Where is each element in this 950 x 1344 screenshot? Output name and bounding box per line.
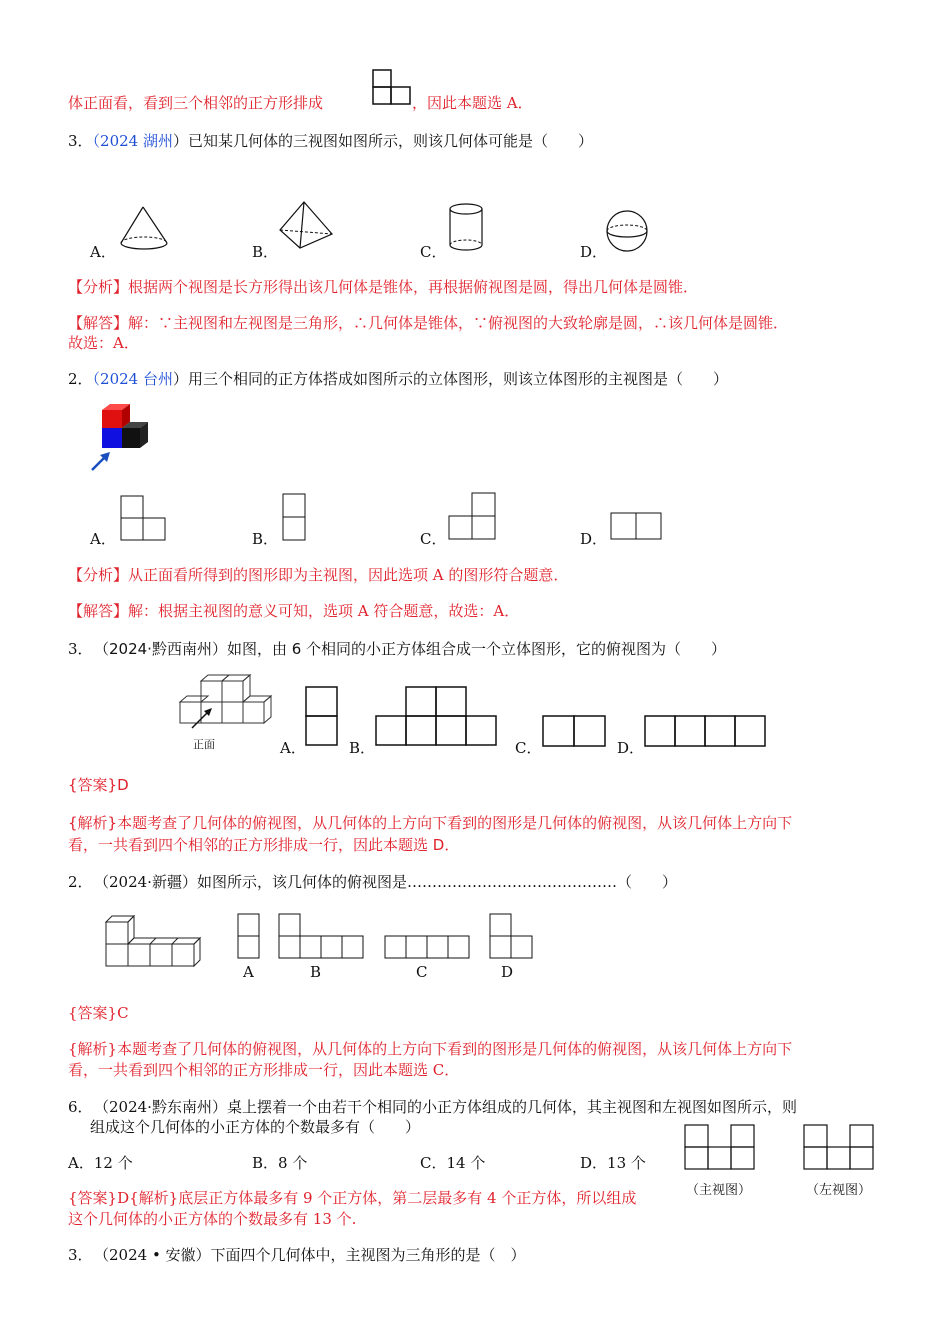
question-number: 3． — [68, 1246, 93, 1264]
top-view-option-d — [489, 913, 537, 961]
choice-huzhou: 故选：A． — [68, 334, 139, 352]
left-view-figure — [803, 1124, 875, 1172]
cylinder-figure — [448, 202, 488, 254]
front-view-option-d — [610, 512, 664, 542]
question-source: （2024 湖州 — [92, 132, 173, 150]
question-number: 2． — [68, 370, 93, 388]
option-d-label: D． — [617, 739, 645, 757]
intro-text-b: ，因此本题选 A． — [412, 94, 533, 112]
solution-huzhou: 【解答】解：∵主视图和左视图是三角形，∴几何体是锥体，∵俯视图的大致轮廓是圆，∴该几何体是圆锥． — [68, 314, 789, 332]
top-view-option-a — [237, 913, 263, 961]
solution-taizhou: 【解答】解：根据主视图的意义可知，选项 A 符合题意，故选：A． — [68, 602, 520, 620]
question-stem-qiandongnan-1: （2024·黔东南州）桌上摆着一个由若干个相同的小正方体组成的几何体，其主视图和左视图如图所示，则 — [94, 1098, 797, 1116]
colored-cubes-figure — [88, 400, 152, 474]
option-d-label: D — [501, 963, 514, 981]
top-view-option-b — [278, 913, 368, 961]
front-view-option-a — [120, 495, 168, 543]
option-c-label: C． — [420, 530, 447, 548]
question-stem-qiandongnan-2: 组成这个几何体的小正方体的个数最多有（ ） — [90, 1118, 421, 1136]
question-number: 3． — [68, 640, 93, 658]
main-view-caption: （主视图） — [686, 1183, 752, 1198]
explain-xinjiang-2: 看，一共看到四个相邻的正方形排成一行，因此本题选 C． — [68, 1061, 460, 1079]
answer-qianxinan: {答案}D — [68, 776, 129, 794]
question-taizhou — [68, 368, 728, 389]
answer-xinjiang: {答案}C — [68, 1004, 129, 1022]
question-stem: ）用三个相同的正方体搭成如图所示的立体图形，则该立体图形的主视图是（ ） — [173, 370, 729, 388]
top-view-option-d — [644, 715, 770, 749]
question-source: （2024 台州 — [92, 370, 173, 388]
option-c-label: C． — [420, 243, 447, 261]
option-c: C．14 个 — [420, 1154, 486, 1172]
question-stem-xinjiang: （2024·新疆）如图所示，该几何体的俯视图是……………………………………（ ） — [94, 873, 677, 891]
question-stem-anhui: （2024 • 安徽）下面四个几何体中，主视图为三角形的是（ ） — [94, 1246, 526, 1264]
option-d: D．13 个 — [580, 1154, 646, 1172]
front-view-option-c — [448, 492, 498, 542]
intro-text-a: 体正面看，看到三个相邻的正方形排成 — [68, 94, 324, 112]
pyramid-figure — [278, 200, 336, 252]
top-view-option-b — [375, 686, 501, 748]
explain-xinjiang-1: {解析}本题考查了几何体的俯视图，从几何体的上方向下看到的图形是几何体的俯视图，从该几何体上方向下 — [68, 1040, 793, 1058]
option-c-label: C． — [515, 739, 542, 757]
option-b: B．8 个 — [252, 1154, 308, 1172]
question-number: 2． — [68, 873, 93, 891]
front-view-option-b — [282, 493, 308, 543]
option-b-label: B． — [252, 530, 279, 548]
option-b-label: B． — [349, 739, 376, 757]
left-view-caption: （左视图） — [806, 1183, 872, 1198]
option-a: A．12 个 — [68, 1154, 133, 1172]
option-a-label: A — [243, 963, 254, 981]
question-stem: ）已知某几何体的三视图如图所示，则该几何体可能是（ ） — [173, 132, 594, 150]
analysis-taizhou: 【分析】从正面看所得到的图形即为主视图，因此选项 A 的图形符合题意． — [68, 566, 569, 584]
option-b-label: B． — [252, 243, 279, 261]
option-a-label: A． — [90, 243, 116, 261]
question-number: 6． — [68, 1098, 93, 1116]
top-view-option-a — [305, 686, 341, 748]
question-huzhou — [68, 130, 593, 151]
cone-figure — [118, 205, 170, 253]
front-direction-label: 正面 — [193, 738, 215, 751]
option-d-label: D． — [580, 530, 608, 548]
explain-qianxinan-1: {解析}本题考查了几何体的俯视图，从几何体的上方向下看到的图形是几何体的俯视图，从该几何体上方向下 — [68, 814, 793, 832]
three-square-figure — [372, 69, 412, 105]
top-view-option-c — [384, 935, 474, 961]
explain-qiandongnan-1: {答案}D{解析}底层正方体最多有 9 个正方体，第二层最多有 4 个正方体，所以组成 — [68, 1189, 637, 1207]
explain-qianxinan-2: 看，一共看到四个相邻的正方形排成一行，因此本题选 D． — [68, 836, 460, 854]
top-view-option-c — [542, 715, 608, 749]
explain-qiandongnan-2: 这个几何体的小正方体的个数最多有 13 个. — [68, 1210, 357, 1228]
option-b-label: B — [310, 963, 322, 981]
analysis-huzhou: 【分析】根据两个视图是长方形得出该几何体是锥体，再根据俯视图是圆，得出几何体是圆锥． — [68, 278, 699, 296]
option-a-label: A． — [90, 530, 116, 548]
l-shape-cubes-figure — [104, 912, 204, 968]
main-view-figure — [684, 1124, 756, 1172]
question-stem-qianxinan: （2024·黔西南州）如图，由 6 个相同的小正方体组合成一个立体图形，它的俯视图为（ ） — [94, 640, 727, 658]
option-a-label: A． — [280, 739, 306, 757]
option-d-label: D． — [580, 243, 608, 261]
option-c-label: C — [416, 963, 428, 981]
sphere-figure — [605, 210, 651, 254]
six-cubes-figure — [178, 670, 274, 730]
question-number: 3． — [68, 132, 93, 150]
